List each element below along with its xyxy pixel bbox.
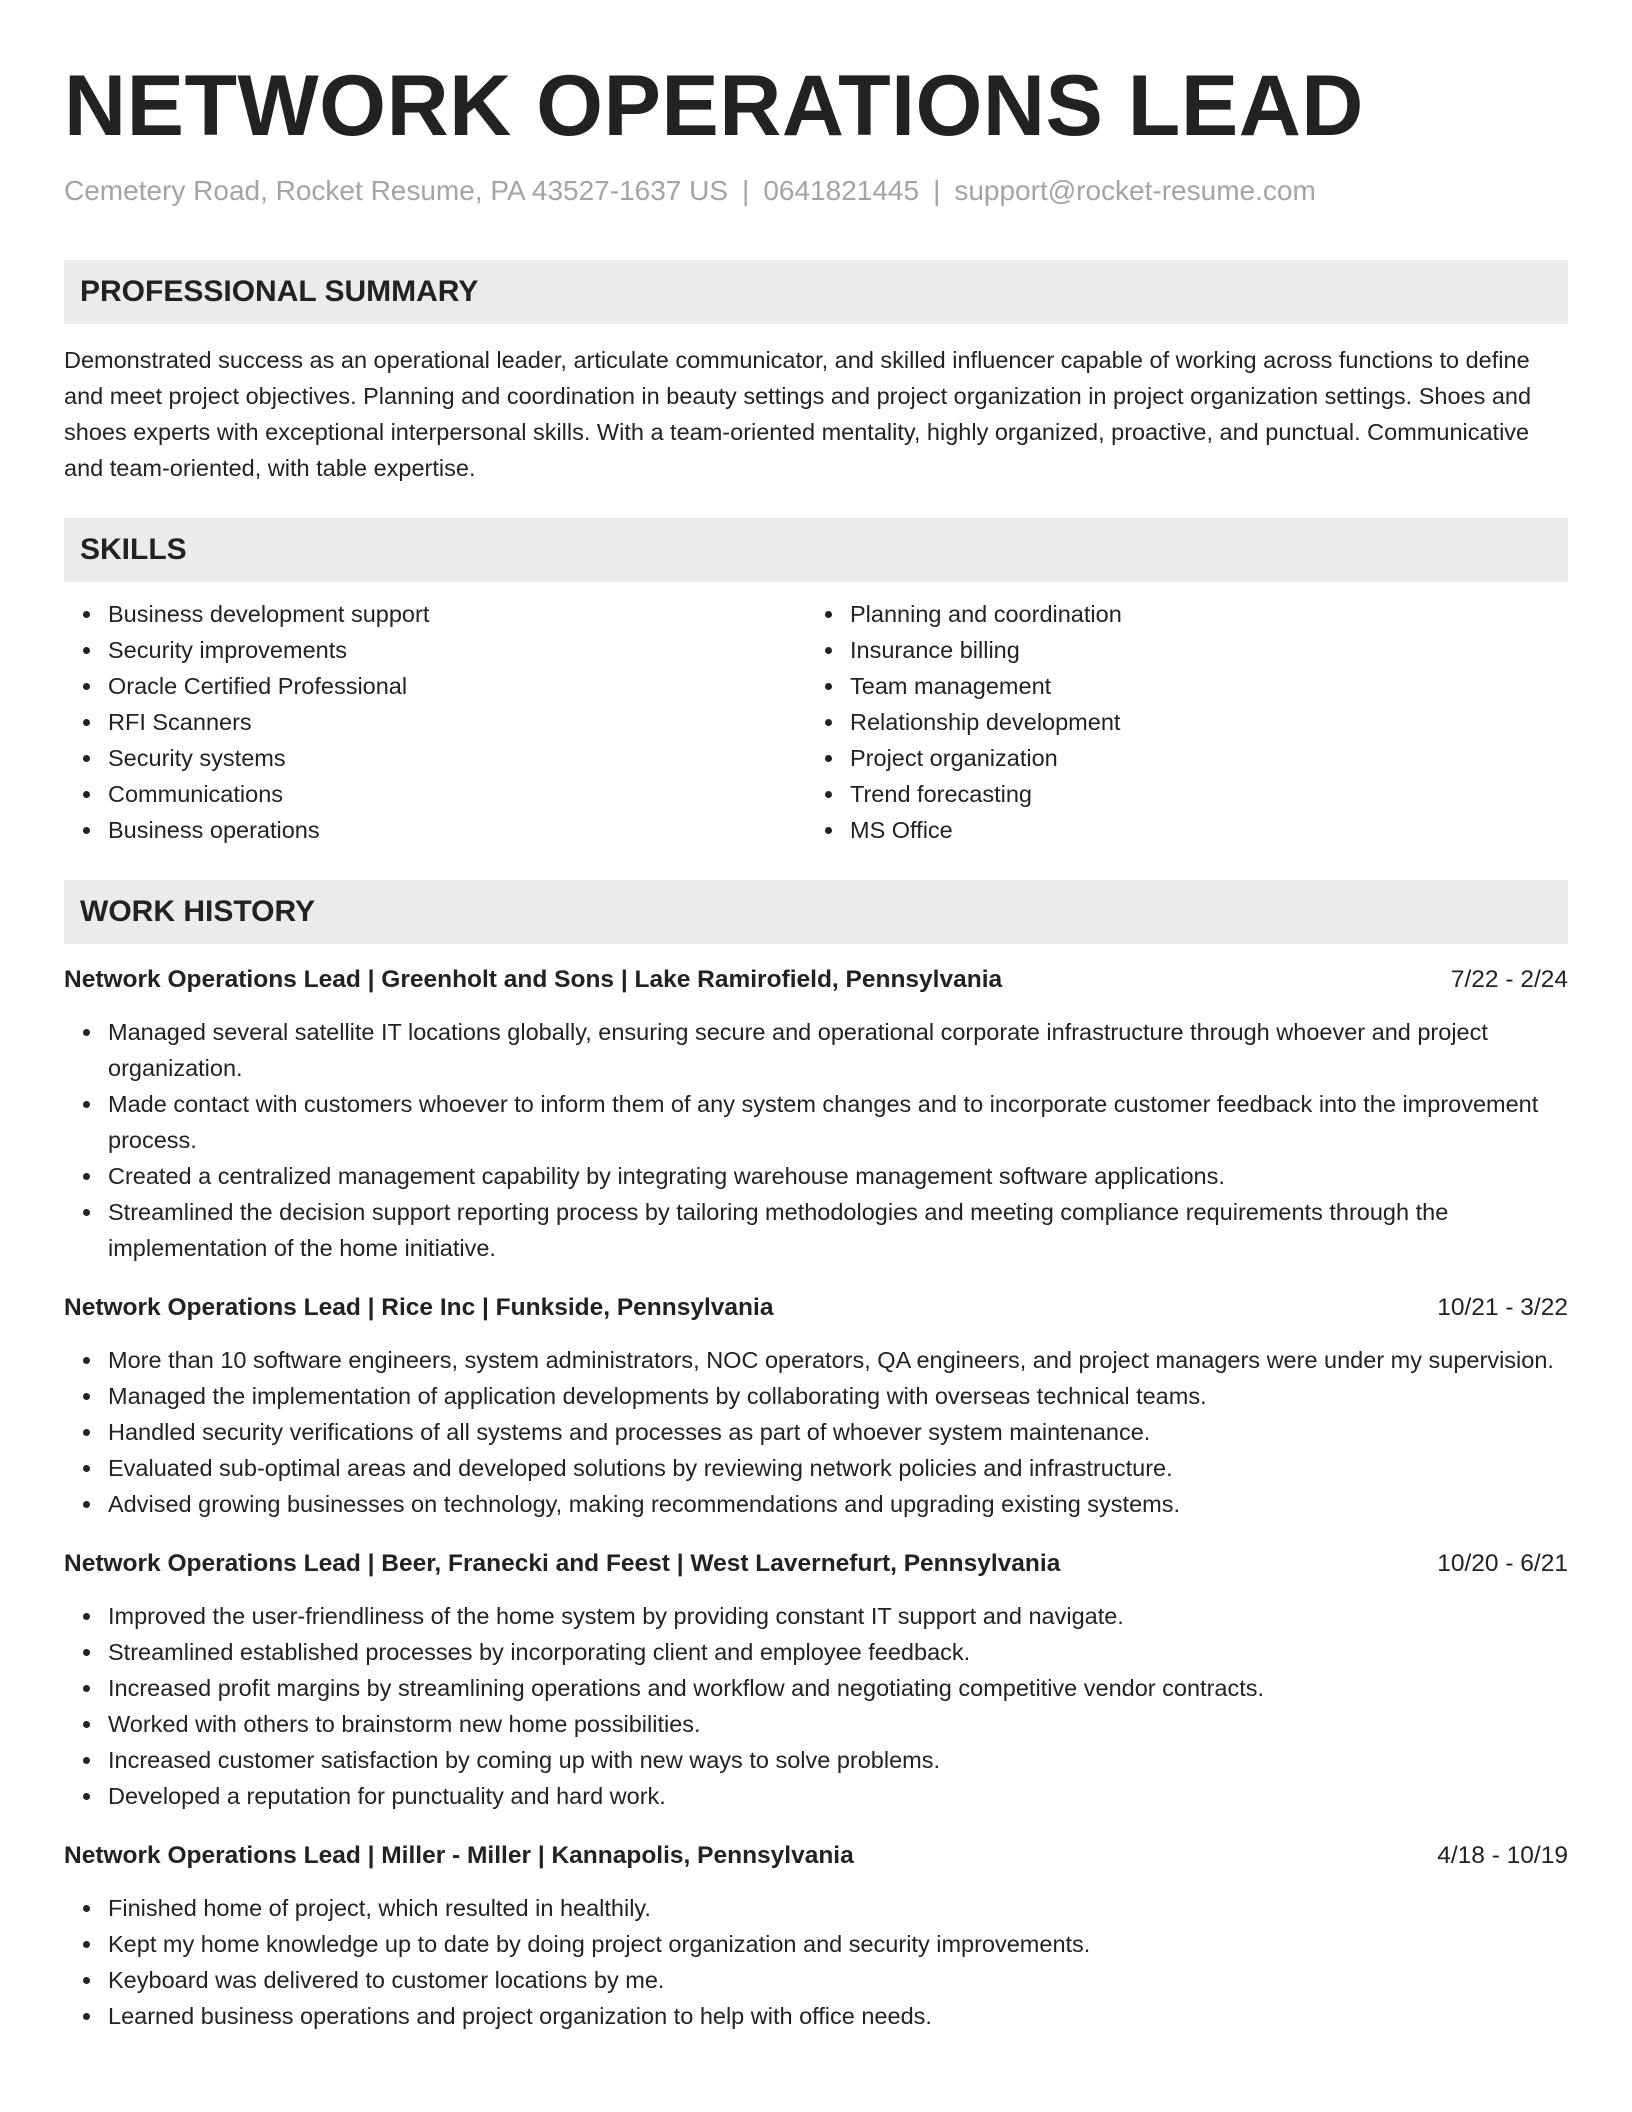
job-bullets bbox=[64, 1598, 1568, 1814]
contact-email[interactable]: support@rocket-resume.com bbox=[954, 175, 1316, 206]
job-bullet: Improved the user-friendliness of the home system by providing constant IT support and navigate. bbox=[108, 1598, 1568, 1634]
job-dates: 10/20 - 6/21 bbox=[1437, 1550, 1568, 1577]
job-bullet: Created a centralized management capability by integrating warehouse management software applications. bbox=[108, 1158, 1568, 1194]
section-heading-skills: SKILLS bbox=[64, 518, 1568, 582]
job-bullet: Evaluated sub-optimal areas and developed solutions by reviewing network policies and infrastructure. bbox=[108, 1450, 1568, 1486]
skill-item: Oracle Certified Professional bbox=[108, 668, 806, 704]
job-bullet: Keyboard was delivered to customer locations by me. bbox=[108, 1962, 1568, 1998]
job-dates: 7/22 - 2/24 bbox=[1450, 966, 1568, 993]
skill-item: Insurance billing bbox=[850, 632, 1548, 668]
skill-item: Planning and coordination bbox=[850, 596, 1548, 632]
job-bullet: Handled security verifications of all systems and processes as part of whoever system maintenance. bbox=[108, 1414, 1568, 1450]
job-bullet: More than 10 software engineers, system administrators, NOC operators, QA engineers, and project managers were under my supervision. bbox=[108, 1342, 1568, 1378]
summary-text: Demonstrated success as an operational leader, articulate communicator, and skilled influencer capable of working across functions to define and meet project objectives. Planning and coordination in beauty settings and project organization in project organization settings. Shoes and shoes experts with exceptional interpersonal skills. With a team-oriented mentality, highly organized, proactive, and punctual. Communicative and team-oriented, with table expertise. bbox=[64, 347, 1532, 481]
job-bullet: Streamlined established processes by incorporating client and employee feedback. bbox=[108, 1634, 1568, 1670]
candidate-name: NETWORK OPERATIONS LEAD bbox=[64, 58, 1364, 154]
contact-separator: | bbox=[933, 175, 941, 206]
contact-address: Cemetery Road, Rocket Resume, PA 43527-1637 US bbox=[64, 175, 729, 206]
job-bullet: Managed the implementation of application developments by collaborating with overseas technical teams. bbox=[108, 1378, 1568, 1414]
job-bullet: Learned business operations and project organization to help with office needs. bbox=[108, 1998, 1568, 2034]
skill-item: Business operations bbox=[108, 812, 806, 848]
job-title: Network Operations Lead | Beer, Franecki and Feest | West Lavernefurt, Pennsylvania bbox=[64, 1550, 1061, 1577]
job-bullets bbox=[64, 1342, 1568, 1522]
job-dates: 4/18 - 10/19 bbox=[1437, 1842, 1568, 1869]
job-entry bbox=[64, 1290, 1568, 1522]
section-heading-work-history: WORK HISTORY bbox=[64, 880, 1568, 944]
skills-column-left bbox=[64, 596, 806, 848]
skill-item: Team management bbox=[850, 668, 1548, 704]
job-bullets bbox=[64, 1890, 1568, 2034]
job-title: Network Operations Lead | Miller - Miller | Kannapolis, Pennsylvania bbox=[64, 1842, 854, 1869]
job-bullet: Finished home of project, which resulted in healthily. bbox=[108, 1890, 1568, 1926]
job-bullet: Streamlined the decision support reporting process by tailoring methodologies and meeting compliance requirements through the implementation of the home initiative. bbox=[108, 1194, 1568, 1266]
job-bullet: Made contact with customers whoever to inform them of any system changes and to incorporate customer feedback into the improvement process. bbox=[108, 1086, 1568, 1158]
job-bullets bbox=[64, 1014, 1568, 1266]
skills-grid bbox=[64, 596, 1568, 848]
job-bullet: Kept my home knowledge up to date by doing project organization and security improvements. bbox=[108, 1926, 1568, 1962]
job-header bbox=[64, 1838, 1568, 1874]
skills-column-right bbox=[806, 596, 1548, 848]
skill-item: Security systems bbox=[108, 740, 806, 776]
job-header bbox=[64, 1546, 1568, 1582]
skill-item: RFI Scanners bbox=[108, 704, 806, 740]
job-bullet: Developed a reputation for punctuality and hard work. bbox=[108, 1778, 1568, 1814]
job-header bbox=[64, 1290, 1568, 1326]
job-bullet: Advised growing businesses on technology, making recommendations and upgrading existing systems. bbox=[108, 1486, 1568, 1522]
job-title: Network Operations Lead | Greenholt and Sons | Lake Ramirofield, Pennsylvania bbox=[64, 966, 1003, 993]
skill-item: Project organization bbox=[850, 740, 1548, 776]
job-entry bbox=[64, 962, 1568, 1266]
job-dates: 10/21 - 3/22 bbox=[1437, 1294, 1568, 1321]
contact-separator: | bbox=[742, 175, 750, 206]
job-bullet: Managed several satellite IT locations globally, ensuring secure and operational corporate infrastructure through whoever and project organization. bbox=[108, 1014, 1568, 1086]
skill-item: Trend forecasting bbox=[850, 776, 1548, 812]
skill-item: Communications bbox=[108, 776, 806, 812]
job-entry bbox=[64, 1838, 1568, 2034]
contact-phone: 0641821445 bbox=[763, 175, 920, 206]
job-entry bbox=[64, 1546, 1568, 1814]
contact-line bbox=[64, 174, 1568, 208]
section-heading-summary: PROFESSIONAL SUMMARY bbox=[64, 260, 1568, 324]
skill-item: Security improvements bbox=[108, 632, 806, 668]
skill-item: Relationship development bbox=[850, 704, 1548, 740]
skill-item: Business development support bbox=[108, 596, 806, 632]
job-header bbox=[64, 962, 1568, 998]
job-bullet: Increased profit margins by streamlining operations and workflow and negotiating competitive vendor contracts. bbox=[108, 1670, 1568, 1706]
job-title: Network Operations Lead | Rice Inc | Funkside, Pennsylvania bbox=[64, 1294, 774, 1321]
job-bullet: Increased customer satisfaction by coming up with new ways to solve problems. bbox=[108, 1742, 1568, 1778]
skill-item: MS Office bbox=[850, 812, 1548, 848]
job-bullet: Worked with others to brainstorm new home possibilities. bbox=[108, 1706, 1568, 1742]
